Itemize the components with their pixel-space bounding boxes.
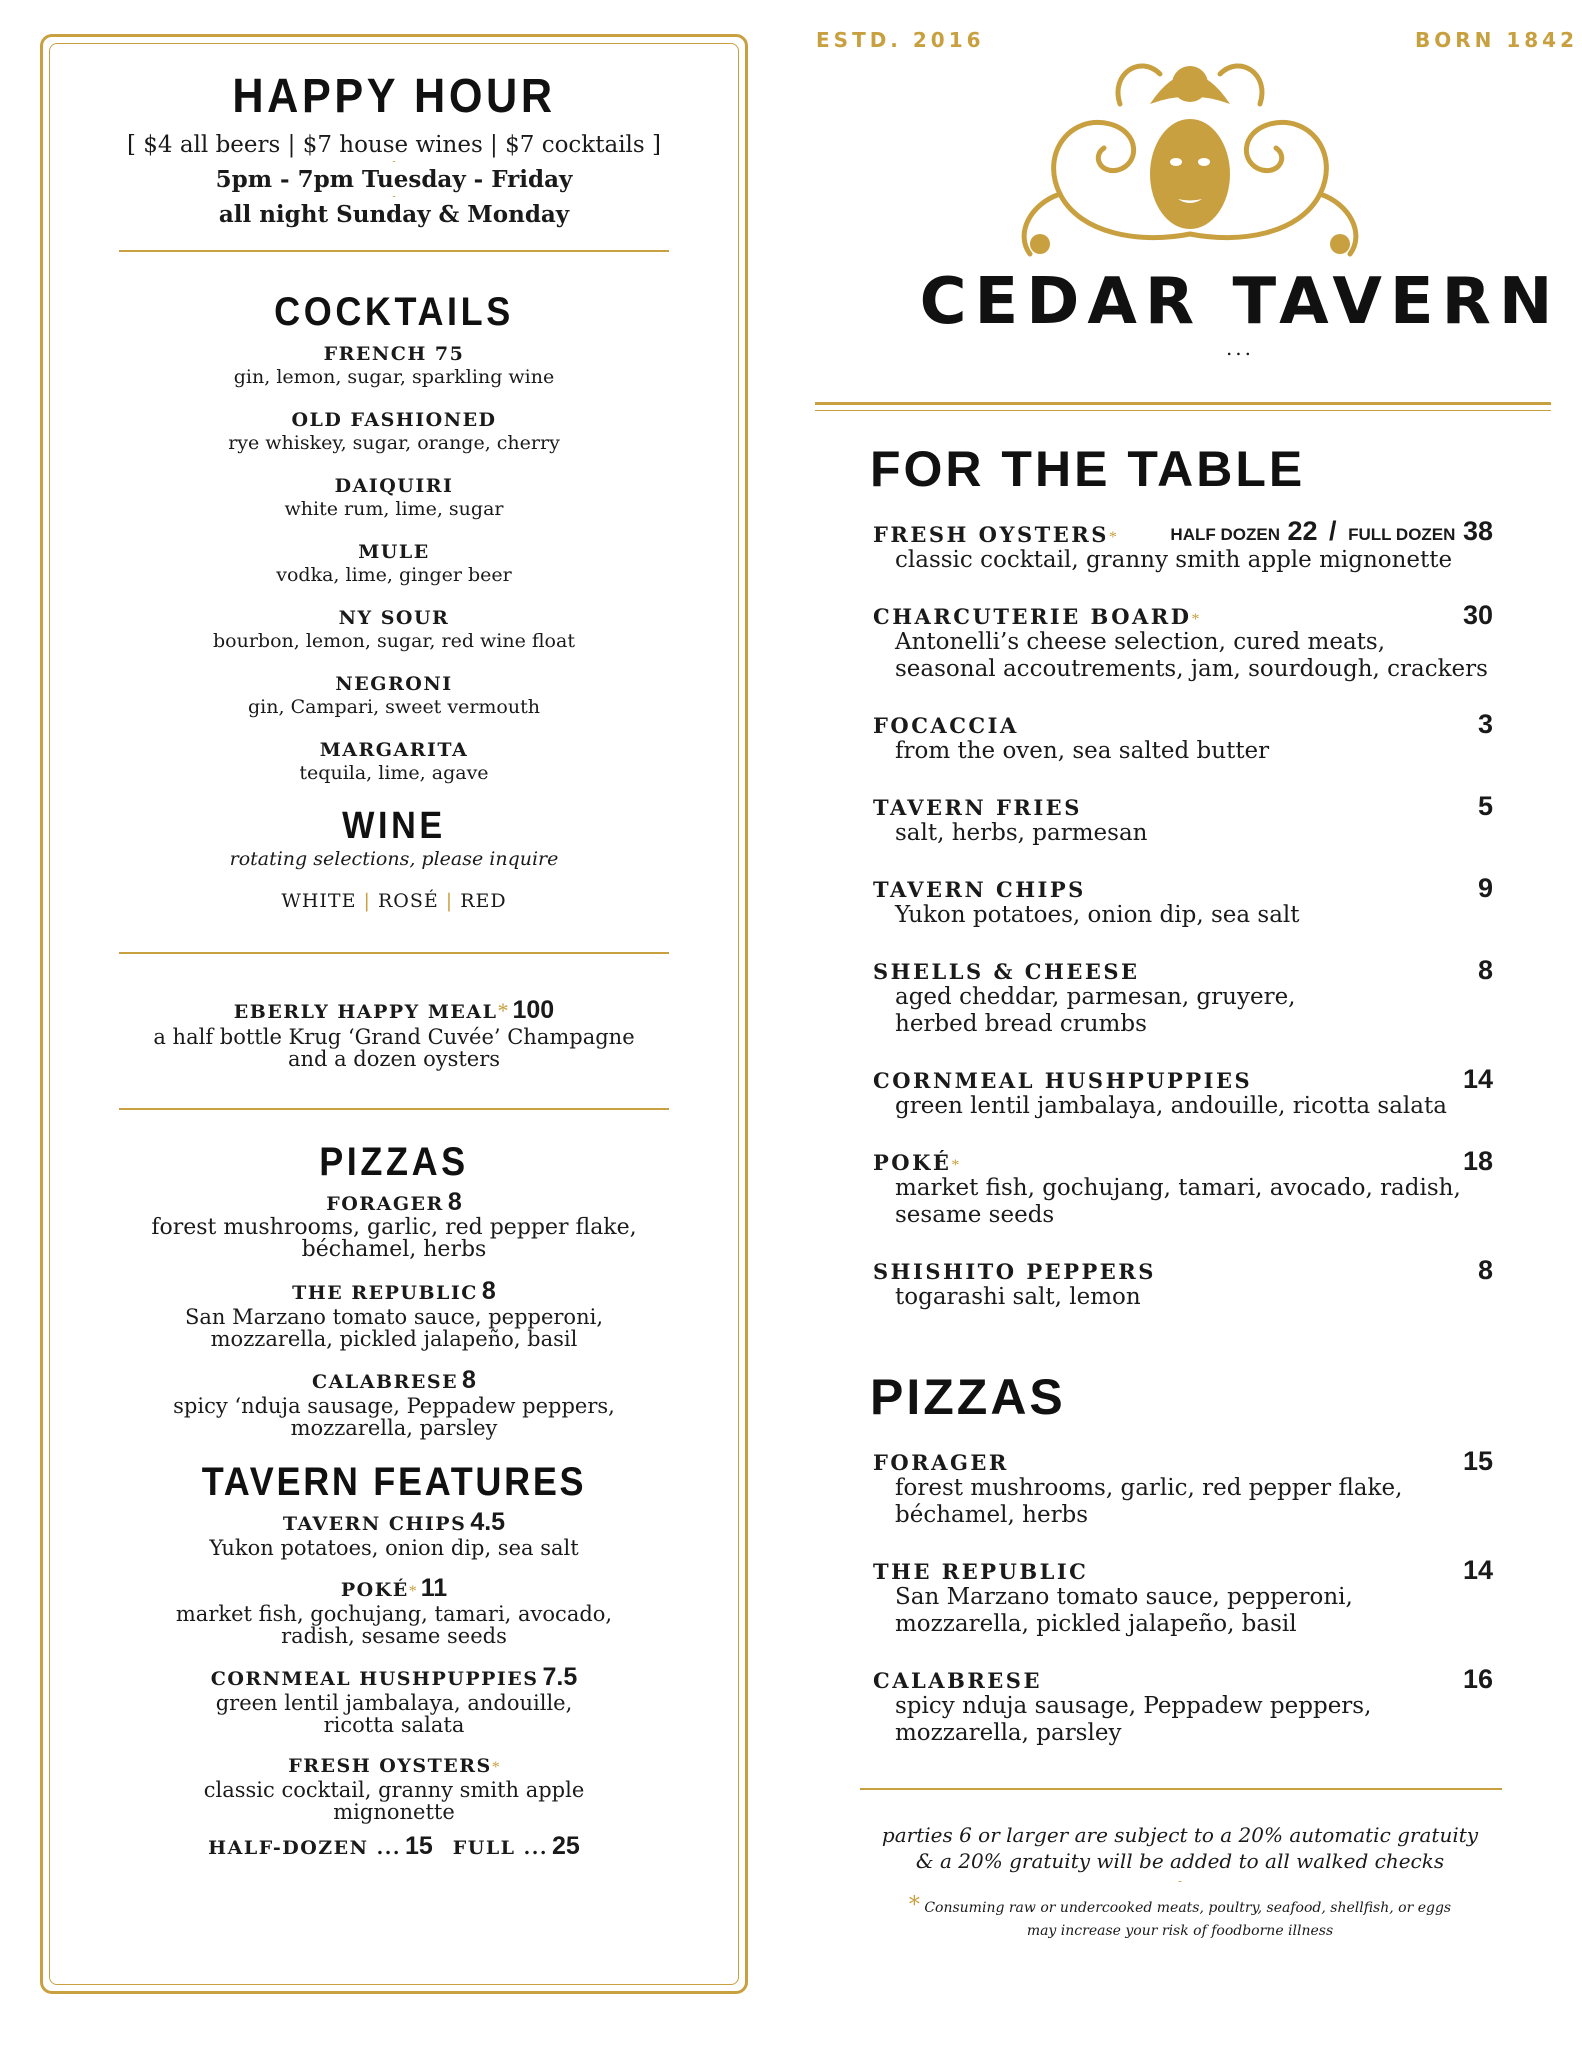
menu-item xyxy=(873,1146,1493,1229)
asterisk: * xyxy=(491,1759,500,1776)
cocktail-item xyxy=(43,739,745,805)
cocktail-desc: tequila, lime, agave xyxy=(299,762,489,784)
pizza-price: 8 xyxy=(447,1188,462,1216)
pizza-desc: forest mushrooms, garlic, red pepper flake, xyxy=(151,1215,637,1240)
cocktail-item xyxy=(43,607,745,673)
pizza-item xyxy=(43,1277,745,1369)
footer-asterisk: * xyxy=(908,1893,920,1918)
item-price: 5 xyxy=(1477,791,1493,821)
health-warning: may increase your risk of foodborne illness xyxy=(1026,1923,1334,1939)
feature-name: TAVERN CHIPS xyxy=(282,1513,467,1535)
item-desc: sesame seeds xyxy=(895,1202,1055,1228)
item-price: 3 xyxy=(1477,709,1493,739)
full-dozen-label: FULL DOZEN xyxy=(1348,525,1456,544)
oyster-price-block xyxy=(1170,516,1493,547)
special-name: EBERLY HAPPY MEAL xyxy=(233,1001,498,1023)
for-the-table-title: FOR THE TABLE xyxy=(870,441,1306,497)
tavern-name: CEDAR TAVERN xyxy=(919,265,1561,339)
wine-rose: ROSÉ xyxy=(377,890,439,912)
happy-hour-title: HAPPY HOUR xyxy=(232,70,556,123)
item-name: TAVERN FRIES xyxy=(873,795,1082,820)
header-divider-thin xyxy=(815,410,1551,411)
cocktail-name: NEGRONI xyxy=(335,673,453,695)
cocktail-desc: gin, Campari, sweet vermouth xyxy=(248,696,540,718)
cocktail-name: MULE xyxy=(358,541,430,563)
item-price: 30 xyxy=(1462,600,1493,630)
pizza-name: CALABRESE xyxy=(312,1371,459,1393)
asterisk: * xyxy=(951,1157,960,1174)
item-name: CORNMEAL HUSHPUPPIES xyxy=(873,1068,1253,1093)
happy-meal-special xyxy=(43,998,745,1070)
pizza-desc: mozzarella, pickled jalapeño, basil xyxy=(210,1327,578,1351)
pizza-price: 8 xyxy=(462,1366,476,1394)
cocktail-item xyxy=(43,541,745,607)
special-desc: and a dozen oysters xyxy=(287,1047,501,1071)
cocktail-name: NY SOUR xyxy=(338,607,450,629)
item-price: 9 xyxy=(1477,873,1493,903)
cocktail-item xyxy=(43,475,745,541)
item-price: 15 xyxy=(1462,1446,1493,1476)
wine-red: RED xyxy=(460,890,507,912)
feature-desc: ricotta salata xyxy=(323,1713,465,1737)
item-price: 14 xyxy=(1462,1555,1493,1585)
cocktail-name: MARGARITA xyxy=(319,739,469,761)
feature-desc: classic cocktail, granny smith apple xyxy=(203,1778,585,1802)
cocktail-name: OLD FASHIONED xyxy=(291,409,497,431)
gratuity-note: parties 6 or larger are subject to a 20% automatic gratuity xyxy=(881,1823,1479,1847)
happy-hour-allnight: all night Sunday & Monday xyxy=(218,201,570,228)
item-desc: green lentil jambalaya, andouille, ricotta salata xyxy=(895,1093,1447,1119)
feature-desc: mignonette xyxy=(333,1800,455,1824)
item-price: 8 xyxy=(1477,955,1493,985)
happy-hour-panel xyxy=(40,34,748,1994)
menu-item xyxy=(873,873,1493,929)
item-price: 16 xyxy=(1462,1664,1493,1694)
cocktail-desc: white rum, lime, sugar xyxy=(284,498,504,520)
feature-name: CORNMEAL HUSHPUPPIES xyxy=(210,1668,539,1690)
right-pizzas-title: PIZZAS xyxy=(870,1369,1066,1425)
feature-item xyxy=(43,1663,745,1755)
menu-item xyxy=(873,600,1493,683)
divider-dash: - xyxy=(392,191,396,202)
oyster-prices xyxy=(43,1832,745,1861)
item-name: CALABRESE xyxy=(873,1668,1042,1693)
full-price: 25 xyxy=(552,1832,580,1860)
section-divider xyxy=(119,952,669,954)
header-divider xyxy=(815,402,1551,405)
menu-item xyxy=(873,955,1493,1038)
asterisk: * xyxy=(408,1583,417,1600)
cocktail-desc: gin, lemon, sugar, sparkling wine xyxy=(233,366,555,388)
item-desc: salt, herbs, parmesan xyxy=(895,820,1148,846)
feature-price: 11 xyxy=(420,1574,448,1602)
menu-item xyxy=(873,1555,1493,1638)
feature-item xyxy=(43,1574,745,1666)
wine-white: WHITE xyxy=(281,890,357,912)
cocktail-desc: bourbon, lemon, sugar, red wine float xyxy=(213,630,575,652)
item-desc: San Marzano tomato sauce, pepperoni, xyxy=(895,1584,1353,1610)
menu-item xyxy=(873,1446,1493,1529)
item-name: CHARCUTERIE BOARD xyxy=(873,604,1192,629)
special-price: 100 xyxy=(512,996,555,1024)
feature-price: 4.5 xyxy=(470,1508,506,1536)
item-desc: mozzarella, parsley xyxy=(895,1720,1122,1746)
pizza-item xyxy=(43,1188,745,1280)
item-name: THE REPUBLIC xyxy=(873,1559,1089,1584)
cocktail-name: DAIQUIRI xyxy=(334,475,454,497)
item-desc: béchamel, herbs xyxy=(895,1502,1089,1528)
wine-title: WINE xyxy=(342,805,446,847)
special-desc: a half bottle Krug ‘Grand Cuvée’ Champagne xyxy=(153,1025,635,1049)
left-pizzas-title: PIZZAS xyxy=(319,1140,469,1184)
footer xyxy=(830,1822,1530,1942)
pizza-desc: béchamel, herbs xyxy=(301,1237,487,1262)
cocktail-item xyxy=(43,409,745,475)
brand-dots: ... xyxy=(1225,336,1255,360)
divider-dash: - xyxy=(1177,1874,1183,1888)
feature-name: FRESH OYSTERS xyxy=(288,1755,492,1777)
pizza-name: THE REPUBLIC xyxy=(292,1282,478,1304)
pizza-name: FORAGER xyxy=(326,1193,444,1215)
cocktail-item xyxy=(43,343,745,409)
tavern-features-title: TAVERN FEATURES xyxy=(201,1460,587,1504)
pizza-desc: San Marzano tomato sauce, pepperoni, xyxy=(184,1305,603,1329)
section-divider xyxy=(119,250,669,252)
health-warning: Consuming raw or undercooked meats, poultry, seafood, shellfish, or eggs xyxy=(924,1900,1452,1916)
item-desc: Yukon potatoes, onion dip, sea salt xyxy=(895,902,1300,928)
section-divider xyxy=(119,1108,669,1110)
features-list xyxy=(43,1508,745,1861)
menu-item xyxy=(873,1664,1493,1747)
menu-item-oysters xyxy=(873,516,1493,574)
crest-emblem xyxy=(1000,44,1380,274)
menu-item xyxy=(873,1255,1493,1311)
item-desc: forest mushrooms, garlic, red pepper flake, xyxy=(895,1475,1403,1501)
price-separator: / xyxy=(1329,516,1337,546)
wine-subtitle: rotating selections, please inquire xyxy=(229,848,559,870)
menu-item xyxy=(873,709,1493,765)
item-desc: togarashi salt, lemon xyxy=(895,1284,1141,1310)
item-desc: spicy nduja sausage, Peppadew peppers, xyxy=(895,1693,1372,1719)
item-price: 14 xyxy=(1462,1064,1493,1094)
cocktail-item xyxy=(43,673,745,739)
item-name: SHELLS & CHEESE xyxy=(873,959,1140,984)
feature-desc: Yukon potatoes, onion dip, sea salt xyxy=(209,1536,579,1560)
separator: | xyxy=(438,890,461,912)
item-desc: mozzarella, pickled jalapeño, basil xyxy=(895,1611,1297,1637)
item-desc: classic cocktail, granny smith apple mignonette xyxy=(895,547,1453,573)
cocktail-name: FRENCH 75 xyxy=(323,343,465,365)
item-name: POKÉ xyxy=(873,1150,952,1175)
divider-dash: - xyxy=(392,156,396,167)
half-dozen-price: 22 xyxy=(1287,516,1318,546)
feature-name: POKÉ xyxy=(340,1579,409,1601)
asterisk: * xyxy=(1108,529,1117,546)
feature-item xyxy=(43,1755,745,1835)
feature-price: 7.5 xyxy=(542,1663,578,1691)
separator: | xyxy=(356,890,378,912)
item-desc: from the oven, sea salted butter xyxy=(895,738,1270,764)
half-dozen-label: HALF-DOZEN ... xyxy=(208,1837,401,1859)
item-desc: market fish, gochujang, tamari, avocado, radish, xyxy=(895,1175,1461,1201)
half-dozen-label: HALF DOZEN xyxy=(1170,525,1280,544)
item-name: FRESH OYSTERS xyxy=(873,522,1109,547)
item-name: FORAGER xyxy=(873,1450,1009,1475)
cocktails-title: COCKTAILS xyxy=(274,290,514,334)
pizza-desc: spicy ‘nduja sausage, Peppadew peppers, xyxy=(173,1394,615,1418)
asterisk: * xyxy=(497,998,509,1023)
item-name: SHISHITO PEPPERS xyxy=(873,1259,1156,1284)
item-price: 8 xyxy=(1477,1255,1493,1285)
left-pizza-list xyxy=(43,1188,745,1458)
item-price: 18 xyxy=(1462,1146,1493,1176)
gratuity-note: & a 20% gratuity will be added to all walked checks xyxy=(915,1849,1445,1873)
established-label: ESTD. 2016 xyxy=(816,28,985,52)
feature-item xyxy=(43,1508,745,1577)
half-dozen-price: 15 xyxy=(404,1832,433,1860)
happy-hour-deals: [ $4 all beers | $7 house wines | $7 cocktails ] xyxy=(126,132,661,158)
footer-divider xyxy=(860,1788,1502,1790)
wine-types xyxy=(43,890,745,912)
feature-desc: radish, sesame seeds xyxy=(281,1624,507,1648)
pizza-price: 8 xyxy=(481,1277,496,1305)
pizza-desc: mozzarella, parsley xyxy=(290,1416,498,1440)
full-label: FULL ... xyxy=(452,1837,549,1859)
cocktail-desc: rye whiskey, sugar, orange, cherry xyxy=(228,432,560,454)
happy-hour-time: 5pm - 7pm Tuesday - Friday xyxy=(215,166,573,193)
cocktail-list xyxy=(43,343,745,805)
item-desc: aged cheddar, parmesan, gruyere, xyxy=(895,984,1296,1010)
asterisk: * xyxy=(1191,611,1200,628)
full-dozen-price: 38 xyxy=(1462,516,1493,546)
pizza-item xyxy=(43,1366,745,1458)
menu-item xyxy=(873,1064,1493,1120)
item-desc: herbed bread crumbs xyxy=(895,1011,1147,1037)
item-desc: seasonal accoutrements, jam, sourdough, crackers xyxy=(895,656,1488,682)
item-name: FOCACCIA xyxy=(873,713,1019,738)
born-label: BORN 1842 xyxy=(1415,28,1579,52)
item-name: TAVERN CHIPS xyxy=(873,877,1086,902)
menu-item xyxy=(873,791,1493,847)
item-desc: Antonelli’s cheese selection, cured meats, xyxy=(895,629,1386,655)
cocktail-desc: vodka, lime, ginger beer xyxy=(276,564,512,586)
feature-desc: market fish, gochujang, tamari, avocado, xyxy=(175,1602,613,1626)
feature-desc: green lentil jambalaya, andouille, xyxy=(215,1691,573,1715)
